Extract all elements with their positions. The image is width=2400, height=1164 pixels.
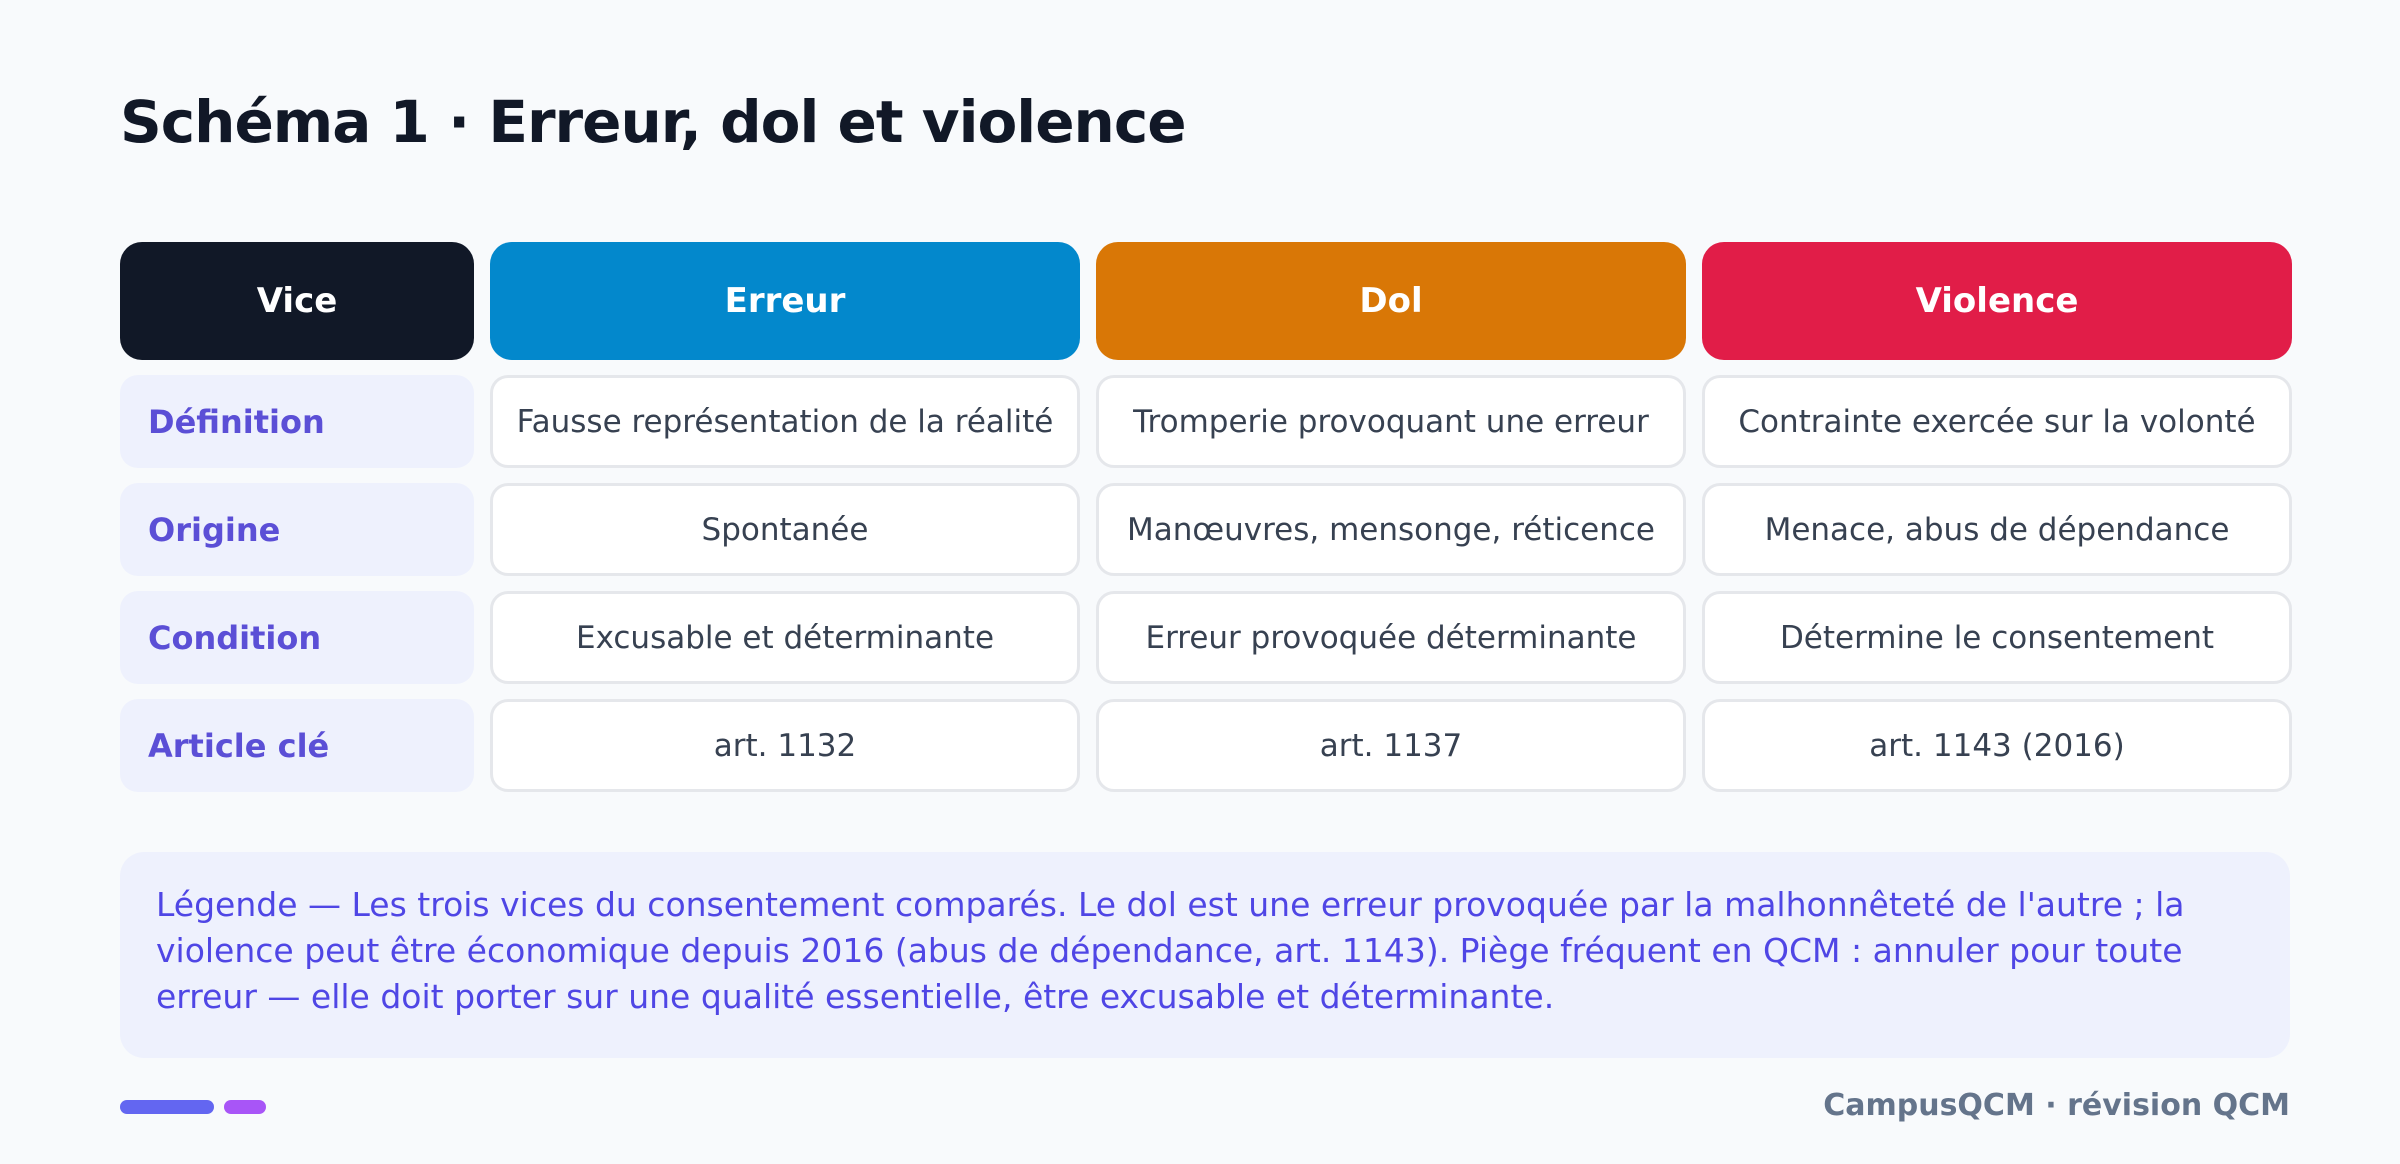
row-label-condition: Condition (120, 591, 474, 684)
row-label-origine: Origine (120, 483, 474, 576)
accent-bar-primary (120, 1100, 214, 1114)
footer-brand: CampusQCM · révision QCM (1823, 1088, 2290, 1123)
cell-origine-erreur: Spontanée (490, 483, 1080, 576)
cell-origine-violence: Menace, abus de dépendance (1702, 483, 2292, 576)
cell-definition-violence: Contrainte exercée sur la volonté (1702, 375, 2292, 468)
cell-article-erreur: art. 1132 (490, 699, 1080, 792)
row-label-article: Article clé (120, 699, 474, 792)
cell-article-dol: art. 1137 (1096, 699, 1686, 792)
cell-origine-dol: Manœuvres, mensonge, réticence (1096, 483, 1686, 576)
cell-article-violence: art. 1143 (2016) (1702, 699, 2292, 792)
header-violence: Violence (1702, 242, 2292, 360)
legend-box (120, 852, 2290, 1058)
comparison-table (120, 242, 2292, 792)
header-vice: Vice (120, 242, 474, 360)
cell-definition-erreur: Fausse représentation de la réalité (490, 375, 1080, 468)
cell-definition-dol: Tromperie provoquant une erreur (1096, 375, 1686, 468)
cell-condition-violence: Détermine le consentement (1702, 591, 2292, 684)
header-erreur: Erreur (490, 242, 1080, 360)
cell-condition-erreur: Excusable et déterminante (490, 591, 1080, 684)
legend-text: Légende — Les trois vices du consentement comparés. Le dol est une erreur provoquée par la malhonnêteté de l'autre ; la violence peut être économique depuis 2016 (abus de dépendance, art. 1143). Piège fréquent en QCM : annuler pour toute erreur — elle doit porter sur une qualité essentielle, être excusable et déterminante. (156, 885, 2185, 1016)
row-label-definition: Définition (120, 375, 474, 468)
cell-condition-dol: Erreur provoquée déterminante (1096, 591, 1686, 684)
accent-bar-secondary (224, 1100, 266, 1114)
page-title: Schéma 1 · Erreur, dol et violence (120, 88, 1186, 156)
header-dol: Dol (1096, 242, 1686, 360)
